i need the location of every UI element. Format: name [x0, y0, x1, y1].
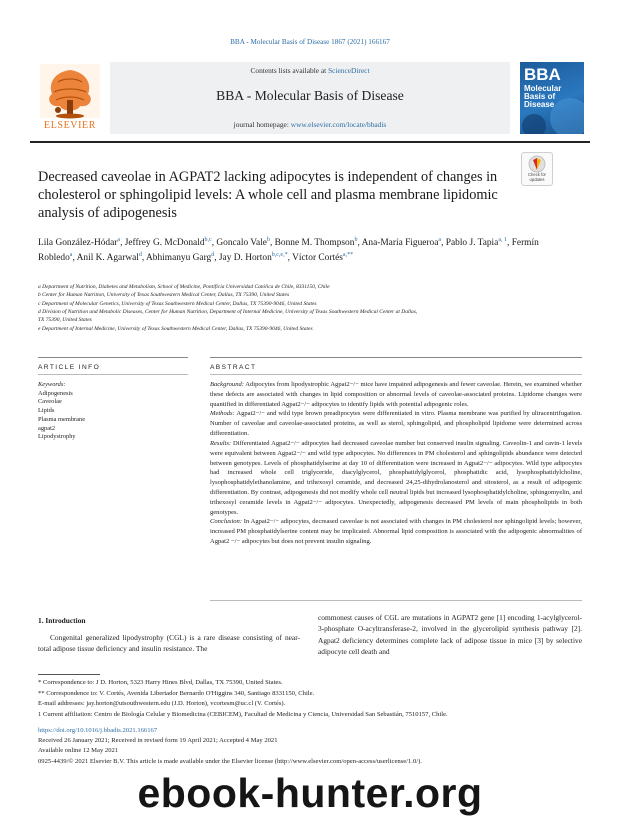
article-info-heading: ARTICLE INFO — [38, 364, 101, 371]
author[interactable]: Goncalo Vale$^b$ — [216, 237, 270, 249]
abstract-rule — [210, 357, 582, 358]
abstract-methods: Methods: Agpat2−/− and wild type brown preadipocytes were differentiated in vitro. Plasma membrane was purified by ultracentrifugation. Number of caveolae and caveolae-associated proteins, as well as sterol, sphingolipid, and phospholipid lipidome were determined across differentiation. — [210, 410, 582, 438]
author[interactable]: Anil K. Agarwal$^d$ — [76, 251, 142, 264]
author-affiliation-marker[interactable]: b,c,e,* — [271, 251, 288, 258]
contents-line: Contents lists available at ScienceDirect — [250, 66, 370, 75]
author[interactable]: Abhimanyu Garg$^d$ — [146, 251, 215, 264]
footnote-correspondence-1: * Correspondence to: J D. Horton, 5323 Harry Hines Blvd, Dallas, TX 75390, United States. — [38, 679, 283, 686]
author[interactable]: Fermín Robledo$^a$ — [38, 238, 539, 264]
keywords-block — [38, 381, 188, 442]
author[interactable]: Ana-María Figueroa$^a$ — [361, 237, 442, 249]
author-affiliation-marker[interactable]: b — [266, 237, 270, 243]
check-for-updates-text: Check for updates — [528, 172, 546, 182]
author-affiliation-marker[interactable]: a,** — [342, 251, 354, 258]
keyword: Lipodystrophy — [38, 433, 76, 441]
homepage-line: journal homepage: www.elsevier.com/locate/bbadis — [233, 120, 387, 129]
abstract-end-rule — [210, 600, 582, 601]
cover-line4: Disease — [524, 100, 555, 109]
journal-title: BBA - Molecular Basis of Disease — [216, 88, 404, 103]
author-list: Lila González-Hódar$^a$, Jeffrey G. McDonald$^{b,c}$, Goncalo Vale$^b$, Bonne M. Thompson$^b$, Ana-María Figueroa$^a$, Pablo J. Tapia$^{a, 1}$, Fermín Robledo$^a$, Anil K. Agarwal$^d$, Abhimanyu Garg$^d$, Jay D. Horton$^{b,c,e,*}$, Víctor Cortés$^{a,**}$ — [38, 237, 539, 264]
footnote-current-affiliation: 1 Current affiliation: Centro de Biología Celular y Biomedicina (CEBICEM), Facultad de Medicina y Ciencia, Universidad San Sebastián, 7510157, Chile. — [38, 710, 448, 718]
author-affiliation-marker[interactable]: d — [138, 251, 142, 258]
footnote-correspondence-2: ** Correspondence to: V. Cortés, Avenida Libertador Bernardo O'Higgins 340, Santiago 8331150, Chile. — [38, 689, 315, 697]
check-for-updates-badge[interactable] — [521, 152, 553, 186]
author[interactable]: Jeffrey G. McDonald$^{b,c}$ — [124, 237, 212, 249]
elsevier-wordmark: ELSEVIER — [43, 120, 97, 131]
license-line: 0925-4439/© 2021 Elsevier B.V. This article is made available under the Elsevier license (http://www.elsevier.com/open-access/userlicense/1.0/). — [38, 757, 422, 765]
introduction-heading: 1. Introduction — [38, 616, 86, 625]
cover-line3: Basis of — [524, 92, 556, 101]
author-affiliation-marker[interactable]: b,c — [204, 237, 212, 243]
affiliation-c: c Department of Molecular Genetics, University of Texas Southwestern Medical Center, Dallas, TX 75390-9046, United States — [38, 300, 317, 307]
author-affiliation-marker[interactable]: a — [69, 251, 73, 258]
doi-link[interactable]: https://doi.org/10.1016/j.bbadis.2021.166167 — [38, 727, 158, 734]
author[interactable]: Pablo J. Tapia$^{a, 1}$ — [445, 237, 507, 249]
sciencedirect-link[interactable]: ScienceDirect — [328, 66, 370, 75]
author[interactable]: Jay D. Horton$^{b,c,e,*}$ — [218, 251, 288, 264]
author[interactable]: Lila González-Hódar$^a$ — [38, 237, 121, 249]
journal-info-box — [110, 62, 510, 134]
affiliation-b: b Center for Human Nutrition, University of Texas Southwestern Medical Center, Dallas, TX 75390, United States — [38, 292, 290, 299]
author[interactable]: Víctor Cortés$^{a,**}$ — [292, 251, 354, 264]
author-affiliation-marker[interactable]: a — [438, 237, 442, 243]
footnote-email[interactable]: E-mail addresses: jay.horton@utsouthwestern.edu (J.D. Horton), vcortesm@uc.cl (V. Cortés). — [38, 700, 286, 708]
masthead — [30, 62, 590, 134]
abstract-background: Background: Adipocytes from lipodystrophic Agpat2−/− mice have impaired adipogenesis and fewer caveolae. Herein, we examined whether these defects are associated with changes in lipid composition or abnormal levels of caveolae-associated proteins. Lipidome changes were quantified in differentiated Agpat2−/− adipocytes to identify lipids with potential adipogenic roles. — [210, 381, 582, 408]
keyword: Lipids — [38, 407, 55, 415]
abstract-subrule — [210, 374, 582, 375]
abstract-conclusion: Conclusion: In Agpat2−/− adipocytes, decreased caveolae is not associated with changes in PM cholesterol nor sphingolipid levels; however, increased PM phosphatidylserine content may be implicated. Abnormal lipid composition is associated with the adipogenic abnormalities of Agpat2 −/− adipocytes but does not prevent insulin signaling. — [210, 518, 582, 545]
journal-homepage-link[interactable]: www.elsevier.com/locate/bbadis — [290, 120, 387, 129]
author-affiliation-marker[interactable]: a, 1 — [498, 237, 507, 243]
footnote-rule — [38, 674, 100, 675]
article-info-rule — [38, 357, 188, 358]
abstract-body — [210, 380, 582, 547]
article-title: Decreased caveolae in AGPAT2 lacking adipocytes is independent of changes in cholesterol or sphingolipid levels: A whole cell and plasma membrane lipidomic analysis of adipogenesis — [38, 169, 498, 222]
elsevier-logo — [36, 62, 104, 132]
affiliation-d-cont: TX 75390, United States — [38, 317, 92, 324]
affiliation-e: e Department of Internal Medicine, University of Texas Southwestern Medical Center, Dallas, TX 75390-9046, United States — [38, 325, 313, 332]
cover-line2: Molecular — [524, 84, 562, 93]
keywords-label: Keywords: — [38, 381, 66, 388]
cover-bba: BBA — [524, 65, 561, 84]
check-for-updates-icon — [522, 154, 552, 174]
introduction-left-column: Congenital generalized lipodystrophy (CGL) is a rare disease consisting of near-total adipose tissue deficiency and insulin resistance. The — [38, 633, 300, 654]
introduction-right-column: commonest causes of CGL are mutations in AGPAT2 gene [1] encoding 1-acylglycerol-3-phosphate O-acyltransferase-2, involved in the glycerolipid synthesis pathway [2]. Agpat2 deficiency determines complete lack of adipose tissue in mice [3] by selective adipocyte cell death and — [318, 613, 582, 657]
affiliation-d: d Division of Nutrition and Metabolic Diseases, Center for Human Nutrition, Department of Internal Medicine, University of Texas Southwestern Medical Center at Dallas, — [38, 309, 418, 316]
keyword: Caveolae — [38, 398, 62, 406]
journal-cover[interactable] — [520, 62, 584, 134]
author[interactable]: Bonne M. Thompson$^b$ — [274, 237, 358, 249]
author-affiliation-marker[interactable]: a — [117, 237, 121, 243]
abstract-results: Results: Differentiated Agpat2−/− adipocytes had decreased caveolae number but conserved insulin signaling. Caveolin-1 and cavin-1 levels were equivalent between Agpat2−/− and wild type adipocytes. No differences in PM cholesterol and sphingolipids abundance were detected between genotypes. Levels of phosphatidylserine at day 10 of differentiation were increased in Agpat2−/− adipocytes. Wild type adipocytes had increased whole cell triglyceride, diacylglycerol, phosphatidylglycerol, phosphatidic acid, lysophosphatidylcholine, lysophosphatidylethanolamine, and trihexosyl ceramide, and decreased 24,25-dihydrolanosterol and sitosterol, as a result of adipogenic differentiation. By contrast, adipogenesis did not modify whole cell neutral lipids but increased lysophosphatidylcholine, sphingomyelin, and trihexosyl ceramide levels in Agpat2−/− adipocytes. Unexpectedly, adipogenesis decreased PM levels of main phospholipids in both genotypes. — [210, 439, 582, 516]
keyword: Adipogenesis — [38, 389, 73, 397]
running-head[interactable]: BBA - Molecular Basis of Disease 1867 (2021) 166167 — [230, 38, 390, 46]
affiliation-a: a Department of Nutrition, Diabetes and Metabolism, School of Medicine, Pontificia Universidad Católica de Chile, 8331150, Chile — [38, 284, 330, 290]
article-info-subrule — [38, 374, 188, 375]
footnotes — [38, 678, 583, 720]
watermark: ebook-hunter.org — [137, 770, 483, 816]
affiliations — [38, 283, 578, 333]
masthead-rule — [30, 141, 590, 143]
author-affiliation-marker[interactable]: b — [354, 237, 358, 243]
abstract-heading: ABSTRACT — [210, 364, 257, 371]
available-online: Available online 12 May 2021 — [38, 747, 119, 755]
author-affiliation-marker[interactable]: d — [211, 251, 215, 258]
keyword: agpat2 — [38, 424, 56, 432]
keyword: Plasma membrane — [38, 415, 86, 423]
received-dates: Received 26 January 2021; Received in revised form 19 April 2021; Accepted 4 May 2021 — [38, 737, 278, 745]
publication-info — [38, 726, 583, 767]
